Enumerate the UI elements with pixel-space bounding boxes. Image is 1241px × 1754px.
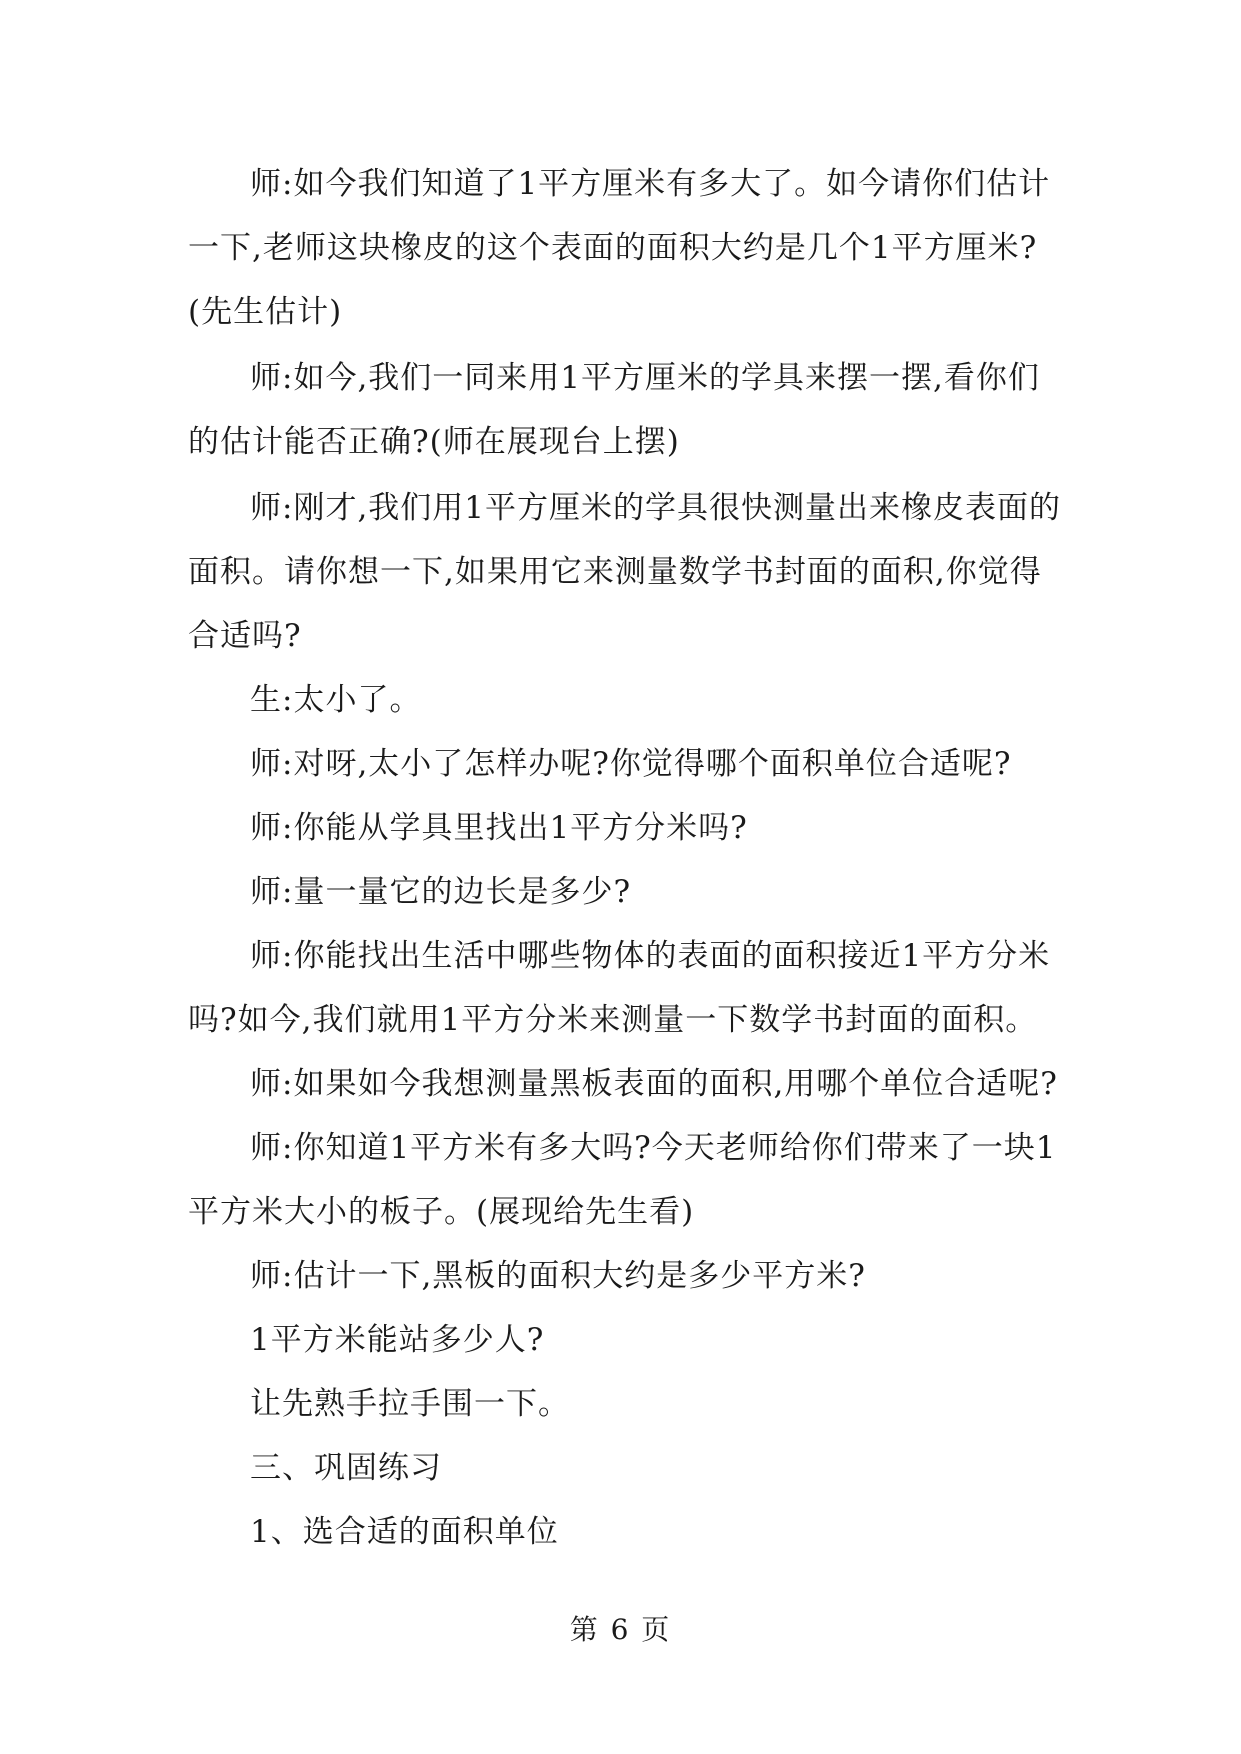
section-heading: 三、巩固练习: [250, 1450, 442, 1486]
paragraph: 师:你能从学具里找出1平方分米吗?: [250, 810, 748, 846]
paragraph: 让先熟手拉手围一下。: [250, 1386, 570, 1422]
page-number: 第 6 页: [569, 1613, 672, 1646]
paragraph: 师:你能找出生活中哪些物体的表面的面积接近1平方分米吗?如今,我们就用1平方分米来测量一下数学书封面的面积。: [188, 938, 1051, 1038]
paragraph: 师:如果如今我想测量黑板表面的面积,用哪个单位合适呢?: [250, 1066, 1058, 1102]
paragraph: 师:如今,我们一同来用1平方厘米的学具来摆一摆,看你们的估计能否正确?(师在展现台上摆): [188, 360, 1040, 460]
paragraph: 师:如今我们知道了1平方厘米有多大了。如今请你们估计一下,老师这块橡皮的这个表面的面积大约是几个1平方厘米?(先生估计): [188, 166, 1051, 330]
paragraph: 师:你知道1平方米有多大吗?今天老师给你们带来了一块1平方米大小的板子。(展现给先生看): [188, 1130, 1057, 1230]
paragraph: 师:对呀,太小了怎样办呢?你觉得哪个面积单位合适呢?: [250, 746, 1012, 782]
paragraph: 生:太小了。: [250, 682, 422, 718]
paragraph: 1、选合适的面积单位: [250, 1514, 559, 1550]
paragraph: 1平方米能站多少人?: [250, 1322, 545, 1358]
paragraph: 师:量一量它的边长是多少?: [250, 874, 632, 910]
paragraph: 师:估计一下,黑板的面积大约是多少平方米?: [250, 1258, 866, 1294]
paragraph: 师:刚才,我们用1平方厘米的学具很快测量出来橡皮表面的面积。请你想一下,如果用它来测量数学书封面的面积,你觉得合适吗?: [188, 490, 1062, 654]
document-body: [188, 152, 1068, 1564]
